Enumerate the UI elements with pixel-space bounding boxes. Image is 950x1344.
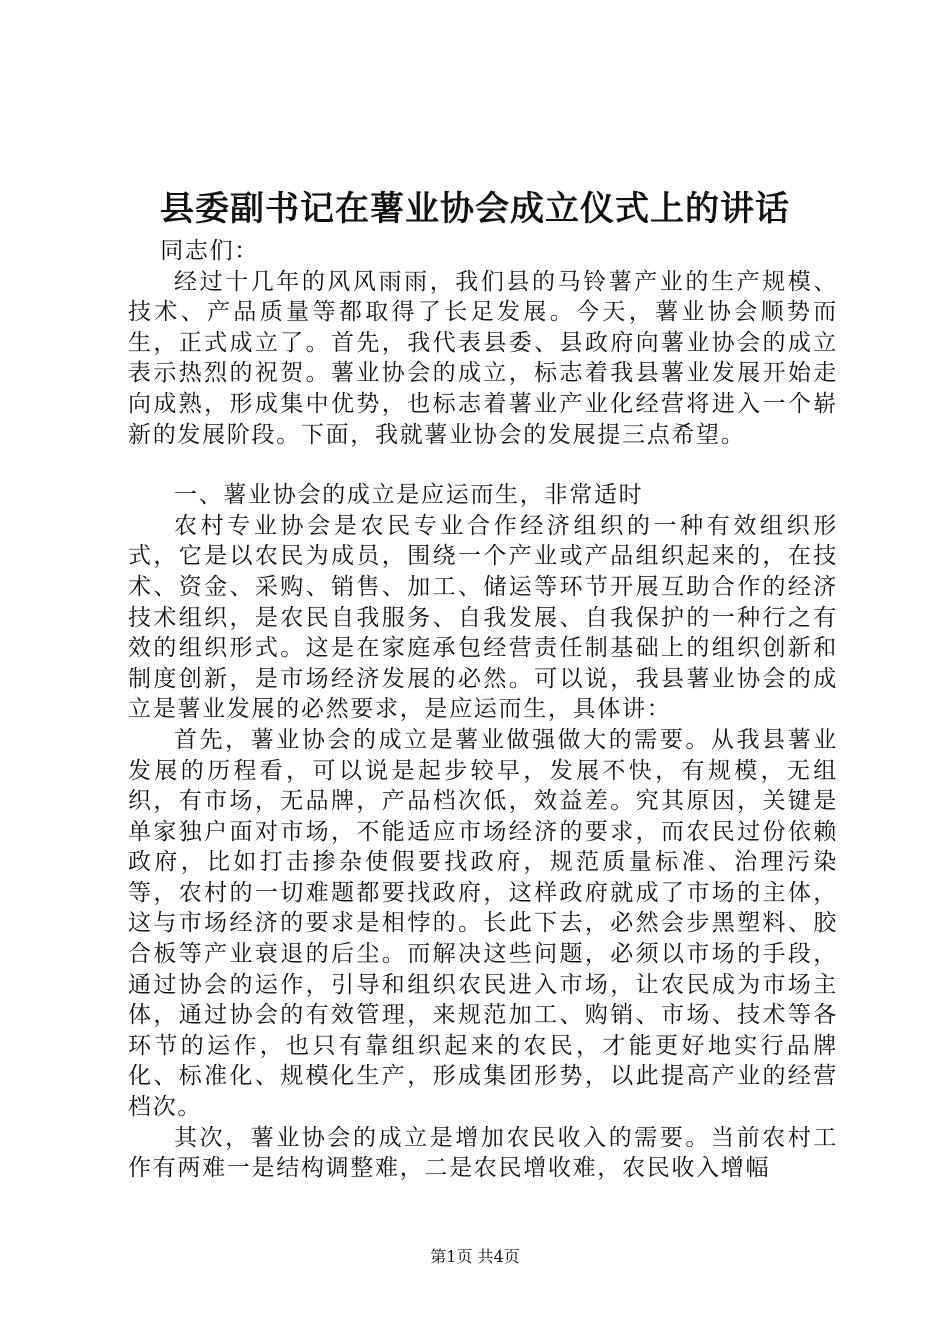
paragraph-second-point: 其次，薯业协会的成立是增加农民收入的需要。当前农村工作有两难一是结构调整难，二是农民增收难，农民收入增幅 (128, 1124, 838, 1182)
paragraph-first-point: 首先，薯业协会的成立是薯业做强做大的需要。从我县薯业发展的历程看，可以说是起步较早，发展不快，有规模，无组织，有市场，无品牌，产品档次低，效益差。究其原因，关键是单家独户面对市场，不能适应市场经济的要求，而农民过份依赖政府，比如打击掺杂使假要找政府，规范质量标准、治理污染等，农村的一切难题都要找政府，这样政府就成了市场的主体，这与市场经济的要求是相悖的。长此下去，必然会步黑塑料、胶合板等产业衰退的后尘。而解决这些问题，必须以市场的手段，通过协会的运作，引导和组织农民进入市场，让农民成为市场主体，通过协会的有效管理，来规范加工、购销、市场、技术等各环节的运作，也只有靠组织起来的农民，才能更好地实行品牌化、标准化、规模化生产，形成集团形势，以此提高产业的经营档次。 (128, 726, 838, 1121)
document-body (128, 236, 838, 1184)
page-number-footer: 第1页 共4页 (430, 1247, 520, 1266)
paragraph-intro: 经过十几年的风风雨雨，我们县的马铃薯产业的生产规模、技术、产品质量等都取得了长足发展。今天，薯业协会顺势而生，正式成立了。首先，我代表县委、县政府向薯业协会的成立表示热烈的祝贺。薯业协会的成立，标志着我县薯业发展开始走向成熟，形成集中优势，也标志着薯业产业化经营将进入一个崭新的发展阶段。下面，我就薯业协会的发展提三点希望。 (128, 268, 838, 448)
page-title: 县委副书记在薯业协会成立仪式上的讲话 (160, 189, 790, 229)
section-heading-1: 一、薯业协会的成立是应运而生，非常适时 (174, 482, 644, 509)
greeting: 同志们： (160, 238, 259, 264)
paragraph-association: 农村专业协会是农民专业合作经济组织的一种有效组织形式，它是以农民为成员，围绕一个产业或产品组织起来的，在技术、资金、采购、销售、加工、储运等环节开展互助合作的经济技术组织，是农民自我服务、自我发展、自我保护的一种行之有效的组织形式。这是在家庭承包经营责任制基础上的组织创新和制度创新，是市场经济发展的必然。可以说，我县薯业协会的成立是薯业发展的必然要求，是应运而生，具体讲： (128, 512, 838, 723)
